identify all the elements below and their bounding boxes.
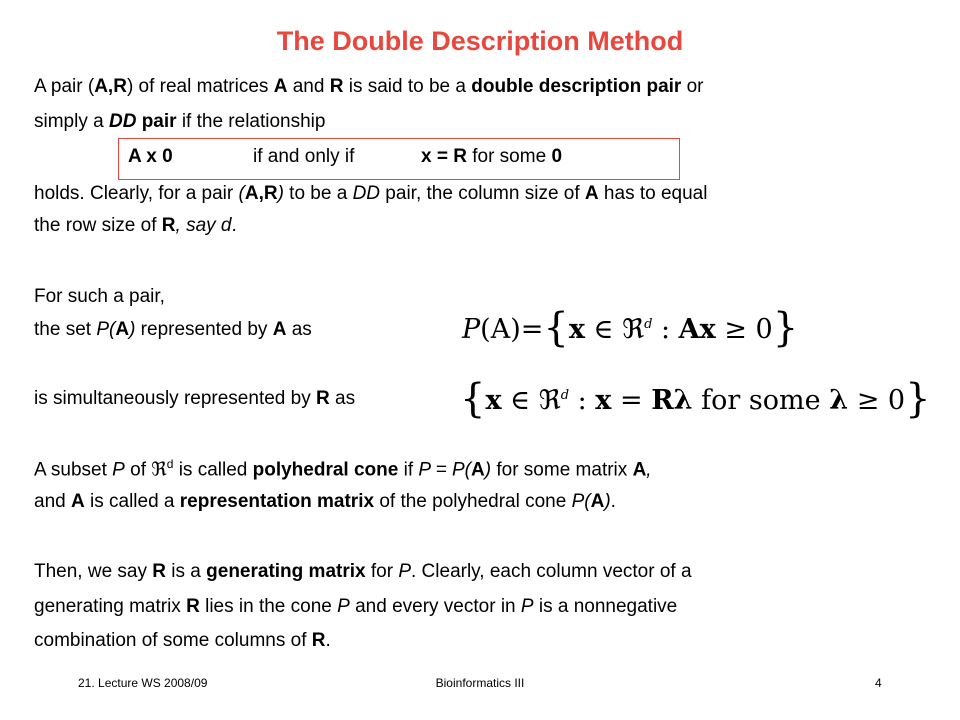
para2-line1: holds. Clearly, for a pair (A,R) to be a DD pair, the column size of A has to equal [34, 183, 708, 204]
para5-line1: Then, we say R is a generating matrix for P. Clearly, each column vector of a [34, 561, 692, 582]
condition-left-wrap: A x 0 [128, 146, 173, 167]
para5-line2: generating matrix R lies in the cone P and every vector in P is a nonnegative [34, 596, 678, 617]
para5-line3: combination of some columns of R. [34, 630, 331, 651]
condition-middle: if and only if [253, 146, 355, 167]
formula-generator-definition: {x ∈ ℜ$^d$ : x = Rλ for some λ ≥ 0} [460, 376, 931, 422]
para1-line2: simply a DD pair if the relationship [34, 111, 326, 132]
footer-lecture: 21. Lecture WS 2008/09 [78, 676, 208, 690]
condition-highlight-box [118, 138, 680, 180]
para2-line2: the row size of R, say d. [34, 215, 237, 236]
para3-line2: the set P(A) represented by A as [34, 319, 312, 340]
para1-line1: A pair (A,R) of real matrices A and R is said to be a double description pair or [34, 76, 704, 97]
slide-title: The Double Description Method [276, 26, 684, 56]
footer-course: Bioinformatics III [435, 676, 525, 690]
para3-line1: For such a pair, [34, 286, 165, 307]
footer-page-number: 4 [875, 676, 882, 690]
formula-set-definition: P(A)={x ∈ ℜ$^d$ : Ax ≥ 0} [462, 305, 799, 351]
para3-line3: is simultaneously represented by R as [34, 388, 356, 409]
condition-right: x = R for some 0 [421, 146, 563, 167]
para4-line1: A subset P of ℜ$^d$ is called polyhedral cone if P = P(A) for some matrix A, [34, 457, 652, 481]
para4-line2: and A is called a representation matrix of the polyhedral cone P(A). [34, 491, 616, 512]
